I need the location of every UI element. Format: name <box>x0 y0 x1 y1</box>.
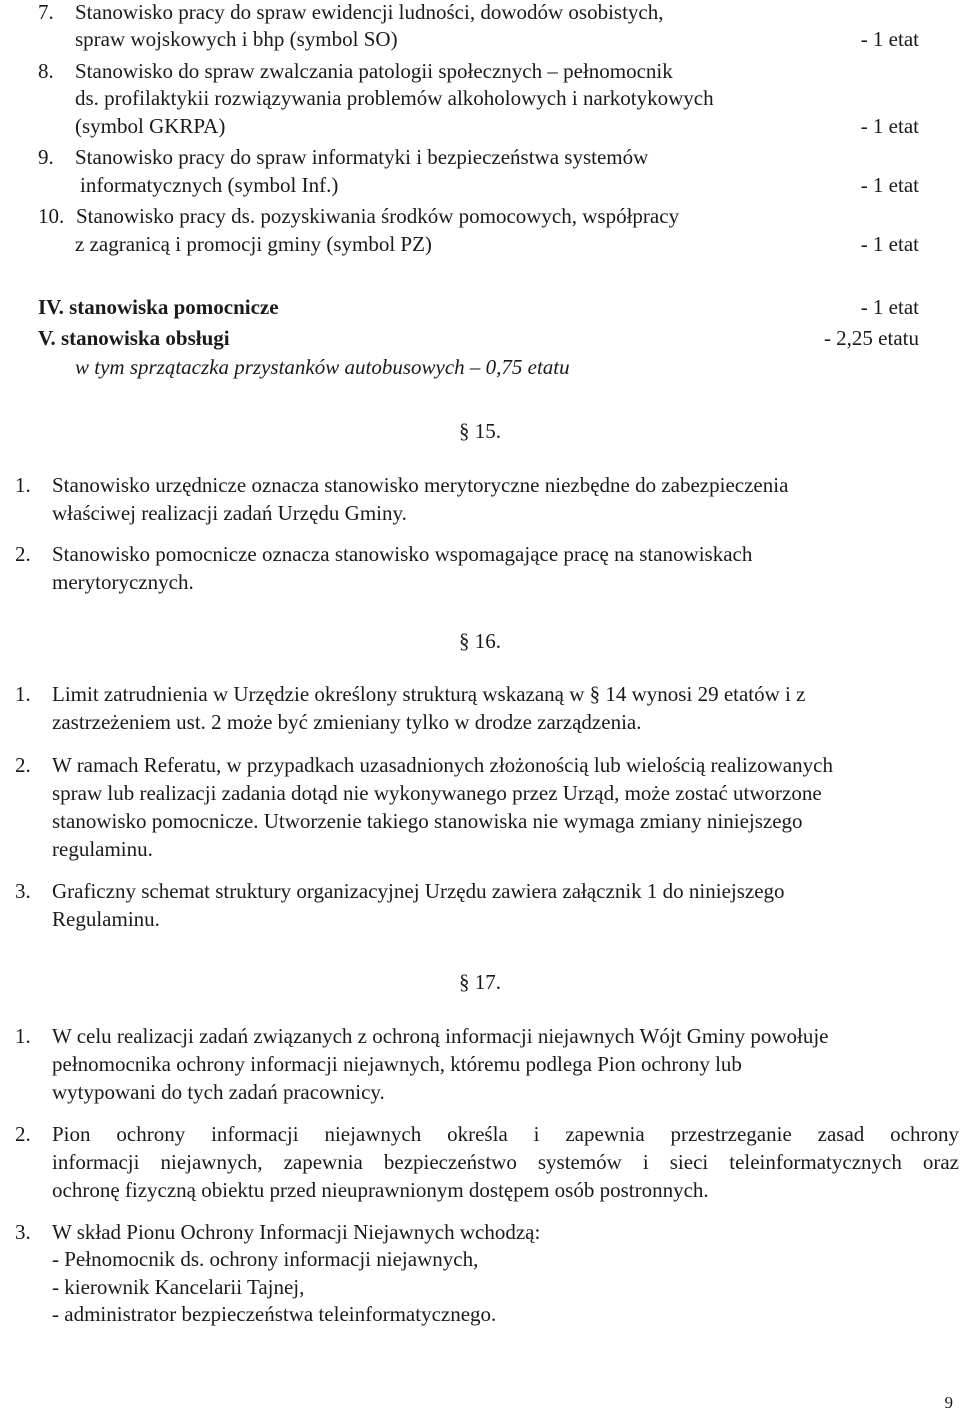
list-item-8-line-1: Stanowisko do spraw zwalczania patologii społecznych – pełnomocnik <box>75 59 673 83</box>
p17-item-1-line-1: W celu realizacji zadań związanych z ochroną informacji niejawnych Wójt Gminy powołuje <box>52 1024 829 1048</box>
list-item-9-count: - 1 etat <box>860 173 919 197</box>
list-item-9-line-1: Stanowisko pracy do spraw informatyki i bezpieczeństwa systemów <box>75 145 649 169</box>
list-item-8-count: - 1 etat <box>860 114 919 138</box>
list-item-9-line-2: informatycznych (symbol Inf.) <box>80 173 339 197</box>
p17-item-3-line-4: - administrator bezpieczeństwa teleinformatycznego. <box>52 1302 497 1326</box>
list-num-8: 8. <box>38 59 54 83</box>
list-item-10-count: - 1 etat <box>860 232 919 256</box>
p16-item-3-line-1: Graficzny schemat struktury organizacyjnej Urzędu zawiera załącznik 1 do niniejszego <box>52 879 785 903</box>
p16-item-1-line-2: zastrzeżeniem ust. 2 może być zmieniany tylko w drodze zarządzenia. <box>52 710 642 734</box>
list-item-7-count: - 1 etat <box>860 27 919 51</box>
list-item-7-line-2: spraw wojskowych i bhp (symbol SO) <box>75 27 398 51</box>
p16-item-2-line-3: stanowisko pomocnicze. Utworzenie takiego stanowiska nie wymaga zmiany niniejszego <box>52 809 803 833</box>
list-num-10: 10. <box>38 204 65 228</box>
p17-item-1-line-2: pełnomocnika ochrony informacji niejawnych, któremu podlega Pion ochrony lub <box>52 1052 742 1076</box>
p17-item-2-line-3: ochronę fizyczną obiektu przed nieuprawnionym dostępem osób postronnych. <box>52 1178 709 1202</box>
p15-item-2-line-2: merytorycznych. <box>52 570 194 594</box>
p17-item-3-line-2: - Pełnomocnik ds. ochrony informacji niejawnych, <box>52 1247 479 1271</box>
list-item-8-line-2: ds. profilaktykii rozwiązywania problemów alkoholowych i narkotykowych <box>75 86 714 110</box>
list-item-10-line-1: Stanowisko pracy ds. pozyskiwania środków pomocowych, współpracy <box>76 204 680 228</box>
list-item-10-line-2: z zagranicą i promocji gminy (symbol PZ) <box>75 232 432 256</box>
p15-item-1-line-2: właściwej realizacji zadań Urzędu Gminy. <box>52 501 407 525</box>
p17-item-2-line-1: Pion ochrony informacji niejawnych określa i zapewnia przestrzeganie zasad ochrony <box>52 1122 959 1146</box>
p16-item-2-line-1: W ramach Referatu, w przypadkach uzasadnionych złożonością lub wielością realizowanych <box>52 753 833 777</box>
page-number: 9 <box>944 1393 953 1412</box>
paragraph-15-heading: § 15. <box>459 419 501 443</box>
list-num-9: 9. <box>38 145 54 169</box>
list-item-8-line-3: (symbol GKRPA) <box>75 114 226 138</box>
p16-item-1-line-1: Limit zatrudnienia w Urzędzie określony strukturą wskazaną w § 14 wynosi 29 etatów i z <box>52 682 806 706</box>
section-v-count: - 2,25 etatu <box>823 326 919 350</box>
p16-num-1: 1. <box>15 682 31 706</box>
p17-item-3-line-1: W skład Pionu Ochrony Informacji Niejawnych wchodzą: <box>52 1220 541 1244</box>
p16-num-3: 3. <box>15 879 31 903</box>
paragraph-17-heading: § 17. <box>459 970 501 994</box>
p15-item-1-line-1: Stanowisko urzędnicze oznacza stanowisko merytoryczne niezbędne do zabezpieczenia <box>52 473 789 497</box>
p15-num-1: 1. <box>15 473 31 497</box>
p17-num-2: 2. <box>15 1122 31 1146</box>
paragraph-16-heading: § 16. <box>459 629 501 653</box>
section-iv-count: - 1 etat <box>860 295 919 319</box>
p17-num-3: 3. <box>15 1220 31 1244</box>
p17-num-1: 1. <box>15 1024 31 1048</box>
p17-item-2-line-2: informacji niejawnych, zapewnia bezpieczeństwo systemów i sieci teleinformatycznych oraz <box>52 1150 959 1174</box>
p16-item-2-line-2: spraw lub realizacji zadania dotąd nie wykonywanego przez Urząd, może zostać utworzone <box>52 781 822 805</box>
section-v-label: V. stanowiska obsługi <box>38 326 230 350</box>
section-v-note: w tym sprzątaczka przystanków autobusowych – 0,75 etatu <box>75 355 570 379</box>
p16-item-3-line-2: Regulaminu. <box>52 907 160 931</box>
p16-num-2: 2. <box>15 753 31 777</box>
p17-item-1-line-3: wytypowani do tych zadań pracownicy. <box>52 1080 385 1104</box>
section-iv-label: IV. stanowiska pomocnicze <box>38 295 279 319</box>
list-item-7-line-1: Stanowisko pracy do spraw ewidencji ludności, dowodów osobistych, <box>75 0 664 24</box>
p15-num-2: 2. <box>15 542 31 566</box>
p15-item-2-line-1: Stanowisko pomocnicze oznacza stanowisko wspomagające pracę na stanowiskach <box>52 542 753 566</box>
list-num-7: 7. <box>38 0 54 24</box>
p16-item-2-line-4: regulaminu. <box>52 837 153 861</box>
p17-item-3-line-3: - kierownik Kancelarii Tajnej, <box>52 1275 305 1299</box>
